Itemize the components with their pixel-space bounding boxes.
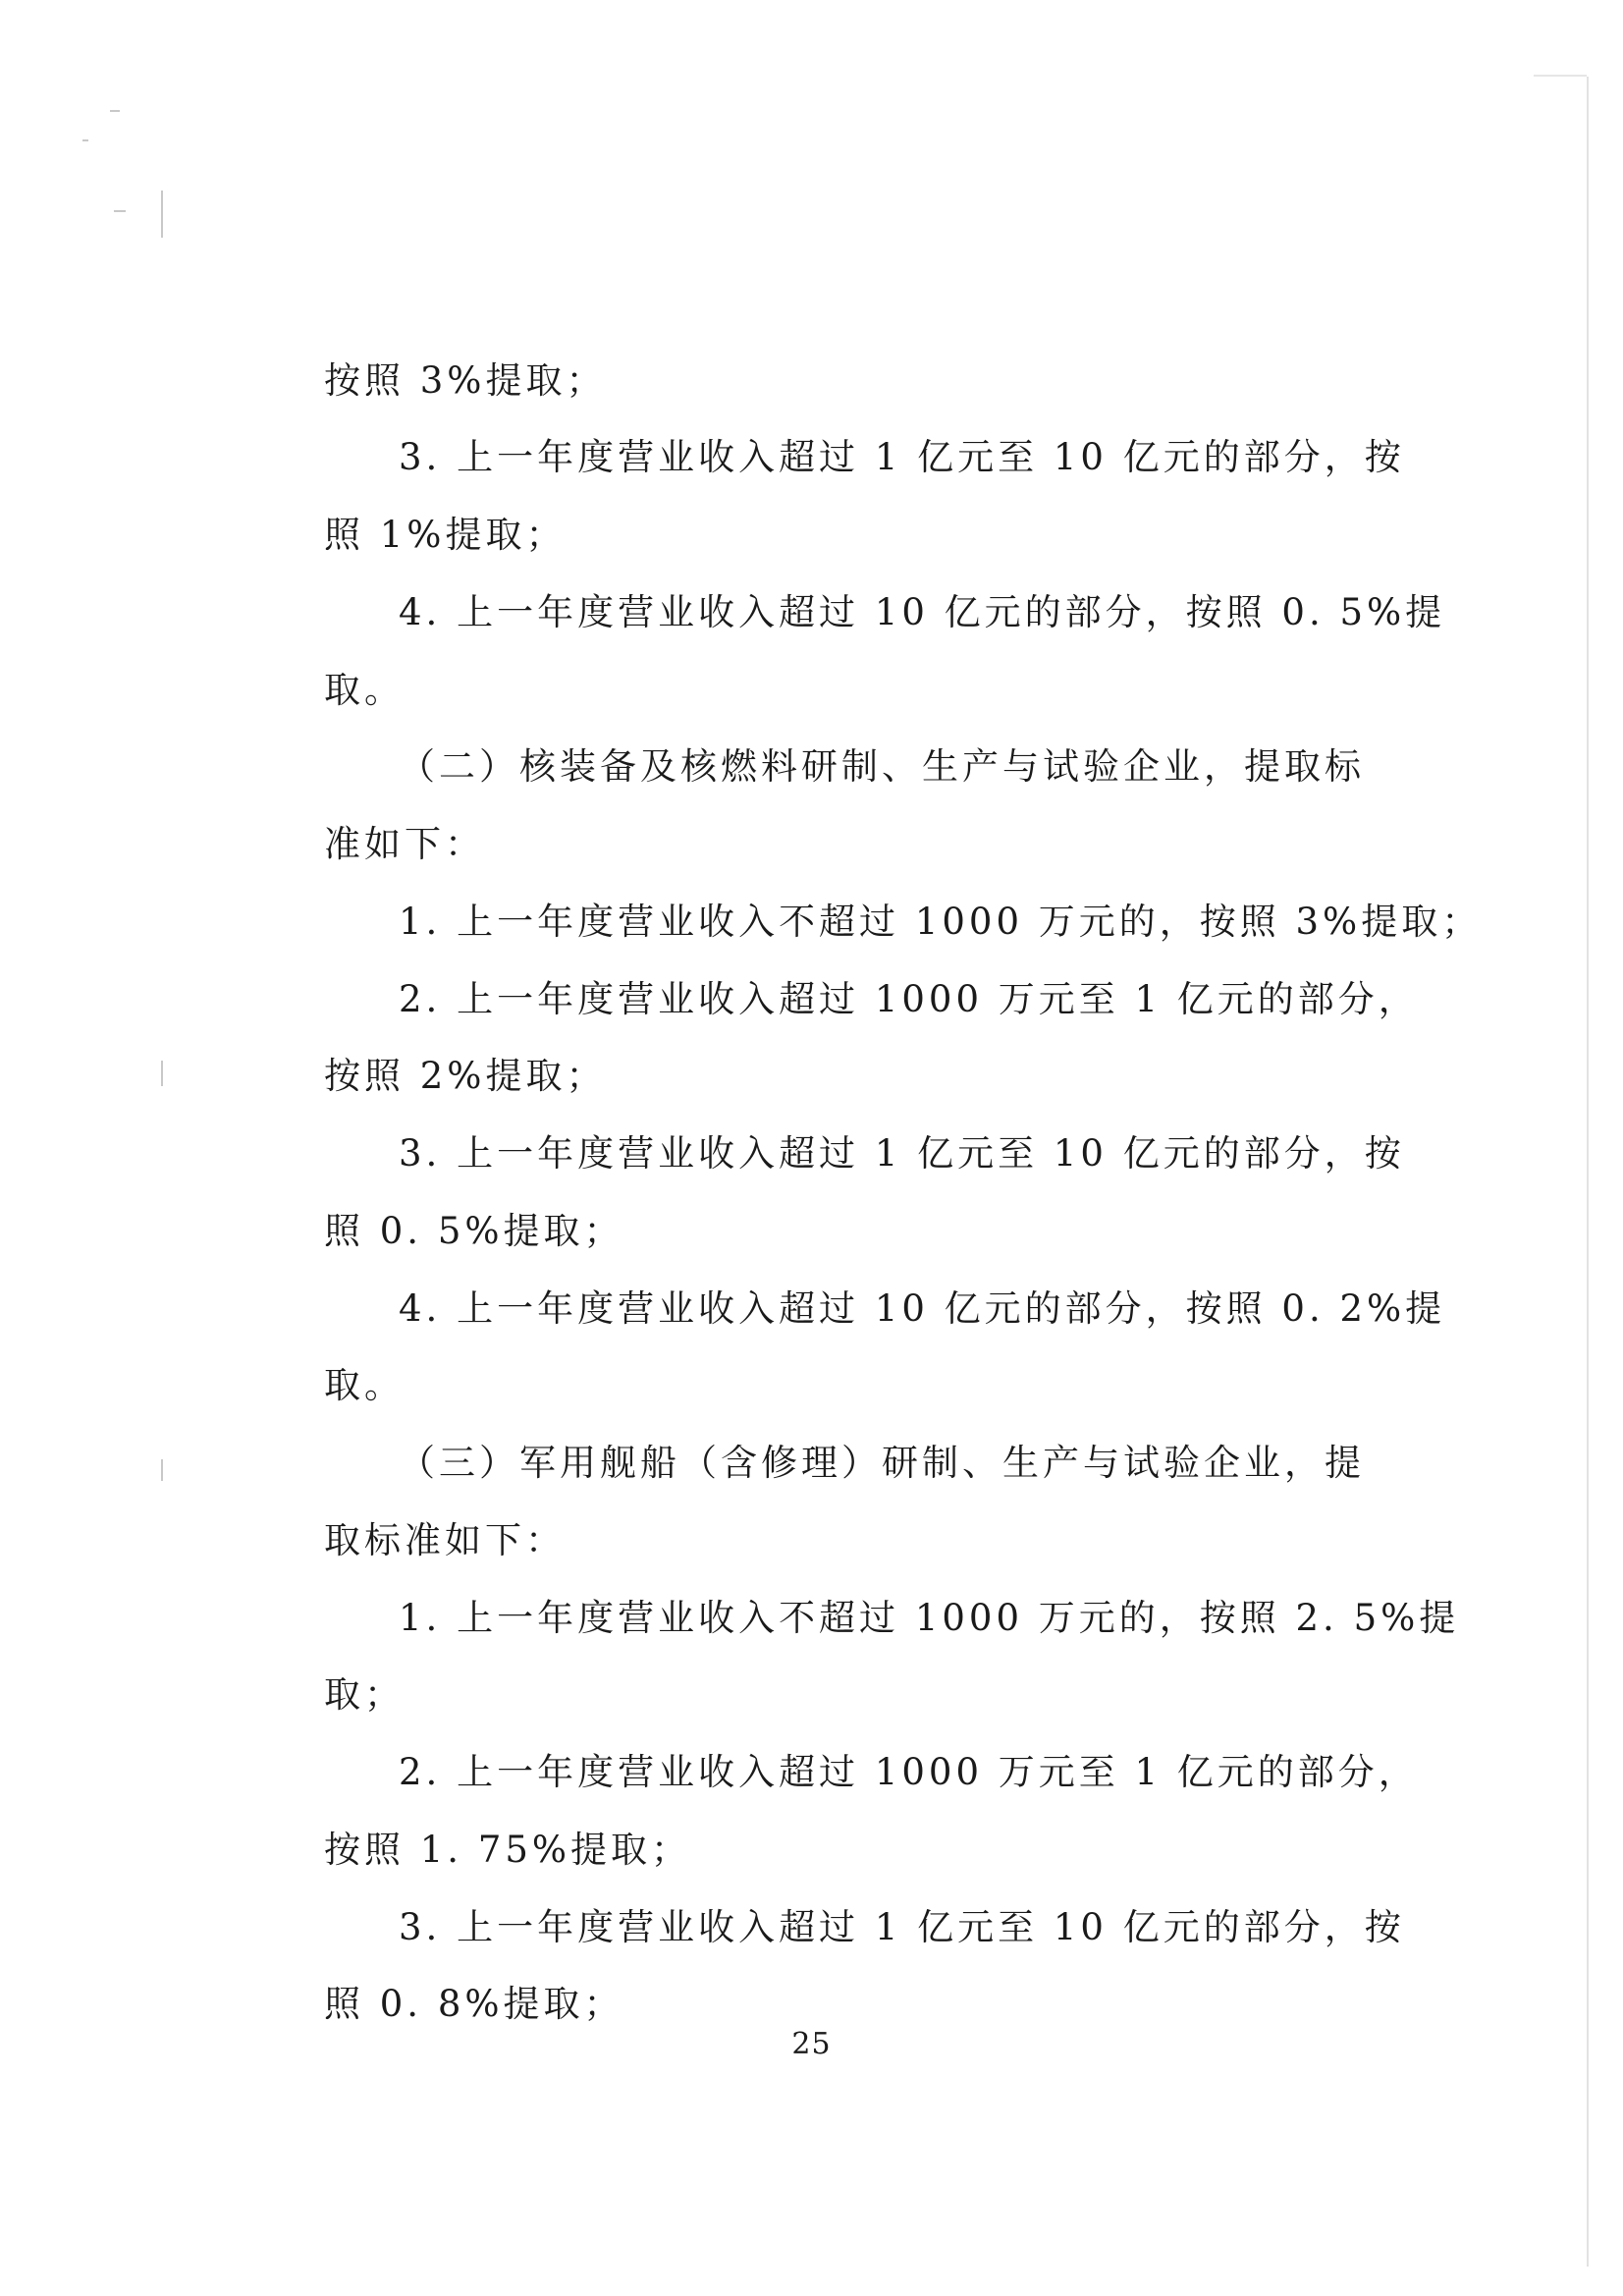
text-line: 按照 3%提取；	[324, 359, 607, 402]
text-line: 取标准如下：	[324, 1519, 566, 1561]
text-line: 取。	[324, 669, 405, 711]
page-number: 25	[791, 2027, 832, 2061]
scan-artifact	[161, 1459, 163, 1481]
text-line: 1. 上一年度营业收入不超过 1000 万元的，按照 2. 5%提	[399, 1597, 1460, 1639]
text-line: 取。	[324, 1364, 405, 1406]
text-line: 照 0. 8%提取；	[324, 1983, 624, 2025]
section-heading: （三）军用舰船（含修理）研制、生产与试验企业，提	[399, 1442, 1365, 1484]
scan-artifact	[110, 110, 120, 112]
text-line: 3. 上一年度营业收入超过 1 亿元至 10 亿元的部分，按	[399, 436, 1405, 478]
section-heading: （二）核装备及核燃料研制、生产与试验企业，提取标	[399, 745, 1365, 788]
scan-artifact	[161, 191, 163, 238]
scan-artifact	[161, 1061, 163, 1086]
text-line: 取；	[324, 1673, 405, 1716]
scan-artifact	[1587, 77, 1589, 2267]
text-line: 2. 上一年度营业收入超过 1000 万元至 1 亿元的部分，	[399, 1751, 1419, 1793]
text-line: 按照 1. 75%提取；	[324, 1829, 692, 1871]
text-line: 3. 上一年度营业收入超过 1 亿元至 10 亿元的部分，按	[399, 1132, 1405, 1175]
text-line: 4. 上一年度营业收入超过 10 亿元的部分，按照 0. 2%提	[399, 1287, 1446, 1330]
text-line: 3. 上一年度营业收入超过 1 亿元至 10 亿元的部分，按	[399, 1906, 1405, 1948]
scan-artifact	[1534, 75, 1587, 77]
text-line: 按照 2%提取；	[324, 1055, 607, 1097]
text-line: 4. 上一年度营业收入超过 10 亿元的部分，按照 0. 5%提	[399, 591, 1446, 633]
text-line: 照 0. 5%提取；	[324, 1210, 624, 1252]
text-line: 2. 上一年度营业收入超过 1000 万元至 1 亿元的部分，	[399, 978, 1419, 1020]
text-line: 1. 上一年度营业收入不超过 1000 万元的，按照 3%提取；	[399, 901, 1483, 943]
text-line: 照 1%提取；	[324, 514, 567, 556]
text-line: 准如下：	[324, 823, 485, 865]
scan-artifact	[82, 139, 88, 141]
scan-artifact	[114, 210, 126, 212]
